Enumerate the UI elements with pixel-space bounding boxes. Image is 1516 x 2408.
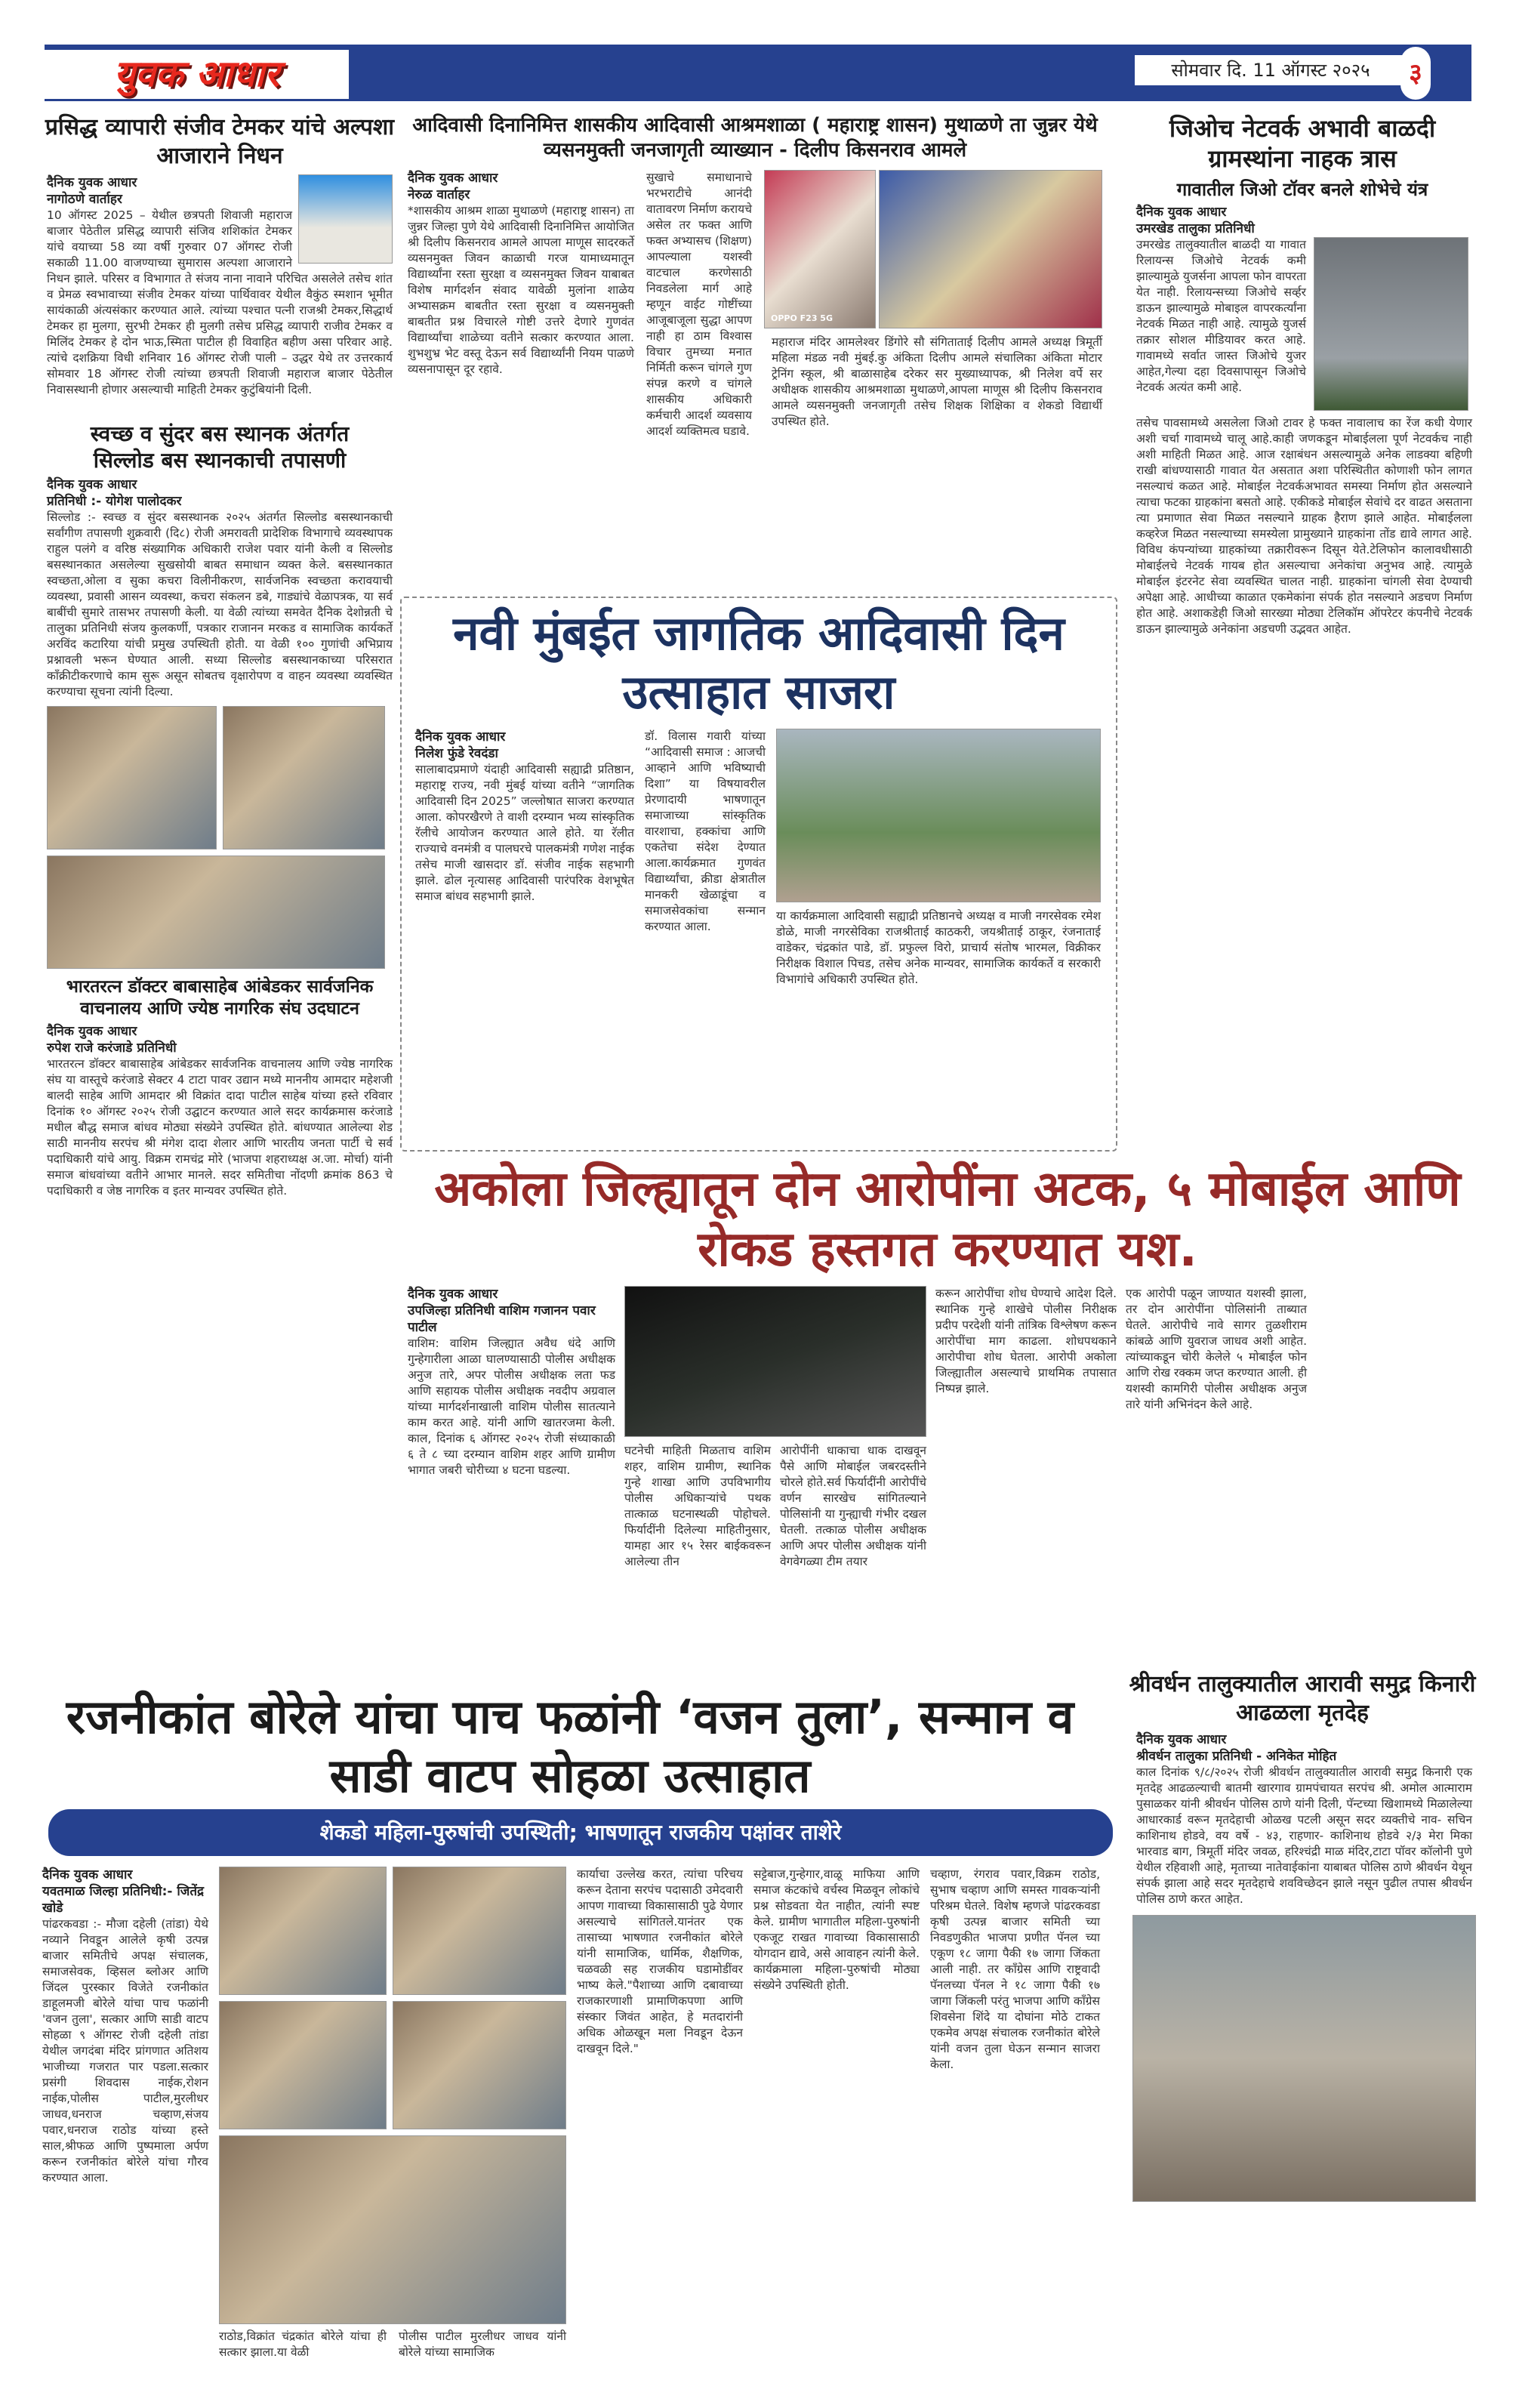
rajnikant-captions <box>219 2329 566 2360</box>
akola-col2: घटनेची माहिती मिळताच वाशिम शहर, वाशिम ग्रामीण, स्थानिक गुन्हे शाखा आणि उपविभागीय पोलीस अधिकाऱ्यांचे पथक तात्काळ घटनास्थळी पोहोचले. फिर्यादींनी दिलेल्या माहितीनुसार, यामहा आर १५ रेसर बाईकवरून आलेल्या तीन <box>624 1444 771 1568</box>
adivasi-school-byline: नेरुळ वार्ताहर <box>408 187 470 202</box>
shrivardhan-headline: श्रीवर्धन तालुक्यातील आरावी समुद्र किनारी आढळला मृतदेह <box>1129 1671 1476 1726</box>
rajnikant-col3: सट्टेबाज,गुन्हेगार,वाळू माफिया आणि समाज कंटकांचे वर्चस्व मिळवून लोकांचे प्रश्न सोडवता येत नाहीत, त्यांनी स्पष्ट केले. ग्रामीण भागातील महिला-पुरुषांनी एकजूट राखत गावाच्या विकासासाठी योगदान द्यावे, असे आवाहन त्यांनी केले. कार्यक्रमाला महिला-पुरुषांची मोठ्या संख्येने उपस्थिती होती. <box>753 1867 920 1992</box>
navi-mumbai-col1: सालाबादप्रमाणे यंदाही आदिवासी सह्याद्री प्रतिष्ठान, महाराष्ट्र राज्य, नवी मुंबई यांच्या वतीने “जागतिक आदिवासी दिन 2025” जल्लोषात साजरा करण्यात आला. कोपरखैरणे ते वाशी दरम्यान भव्य सांस्कृतिक रॅलीचे आयोजन करण्यात आले होते. या रॅलीत राज्याचे वनमंत्री व पालघरचे पालकमंत्री गणेश नाईक तसेच माजी खासदार डॉ. संजीव नाईक सहभागी झाले. ढोल नृत्यासह आदिवासी पारंपरिक वेशभूषेत समाज बांधव सहभागी झाले. <box>415 763 634 903</box>
akola-headline: अकोला जिल्ह्यातून दोन आरोपींना अटक, ५ मोबाईल आणि रोकड हस्तगत करण्यात यश. <box>434 1161 1461 1278</box>
issue-date: सोमवार दि. 11 ऑगस्ट २०२५ <box>1135 55 1407 85</box>
rajnikant-photo-3 <box>219 2001 387 2129</box>
navi-mumbai-col3: या कार्यक्रमाला आदिवासी सह्याद्री प्रतिष्ठानचे अध्यक्ष व माजी नगरसेवक रमेश डोळे, माजी नगरसेविका राजश्रीताई काठकरी, जयश्रीताई ठाकूर, रंजनाताई वाडेकर, चंद्रकांत पाडे, डॉ. प्रफुल्ल विरो, प्राचार्य संतोष भारमल, विक्रीकर निरीक्षक विशाल पिचड, तसेच अनेक मान्यवर, सामाजिक कार्यकर्ते व सरकारी विभागांचे अधिकारी उपस्थित होते. <box>776 909 1101 986</box>
jio-article <box>1125 113 1480 637</box>
ambedkar-paper: दैनिक युवक आधार <box>47 1023 137 1039</box>
rajnikant-paper: दैनिक युवक आधार <box>42 1867 133 1882</box>
tembhekar-headline: प्रसिद्ध व्यापारी संजीव टेमकर यांचे अल्पशा आजाराने निधन <box>45 114 395 169</box>
akola-columns <box>408 1286 1487 1570</box>
adivasi-school-col3: महाराज मंदिर आमलेश्वर डिंगोरे सौ संगिताताई दिलीप आमले अध्यक्ष त्रिमूर्ती महिला मंडळ नवी मुंबई.कु अंकिता दिलीप आमले संचालिका अंकिता मोटार ट्रेनिंग स्कूल, श्री बाळासाहेब दरेकर सर मुख्याध्यापक, श्री निलेश वर्पे सर अधीक्षक शासकीय आश्रमशाळा मुथाळणे,आपला माणूस श्री दिलीप किसनराव आमले व्यसनमुक्ती जनजागृती तसेच शिक्षक शिक्षिका व शेकडो विद्यार्थी उपस्थित होते. <box>772 335 1102 428</box>
akola-col4: करून आरोपींचा शोध घेण्याचे आदेश दिले. स्थानिक गुन्हे शाखेचे पोलीस निरीक्षक प्रदीप परदेशी यांनी तांत्रिक विश्लेषण करून आरोपींचा माग काढला. शोधपथकाने आरोपीचा शोध घेतला. आरोपी अकोला जिल्ह्यातील असल्याचे प्राथमिक तपासात निष्पन्न झाले. <box>935 1287 1117 1395</box>
sillod-headline: स्वच्छ व सुंदर बस स्थानक अंतर्गत सिल्लोड बस स्थानकाची तपासणी <box>90 421 350 473</box>
akola-col1: वाशिम: वाशिम जिल्ह्यात अवैध धंदे आणि गुन्हेगारीला आळा घालण्यासाठी पोलीस अधीक्षक अनुज तारे, अपर पोलीस अधीक्षक लता फड आणि सहायक पोलीस अधीक्षक नवदीप अग्रवाल यांच्या मार्गदर्शनाखाली वाशिम पोलीस सातत्याने काम करत आहे. यांनी आणि खातरजमा केली. काल, दिनांक ६ ऑगस्ट २०२५ रोजी संध्याकाळी ६ ते ८ च्या दरम्यान वाशिम शहर आणि ग्रामीण भागात जबरी चोरीच्या ४ घटना घडल्या. <box>408 1337 615 1477</box>
shrivardhan-article <box>1125 1670 1480 2202</box>
akola-col3: आरोपींनी धाकाचा धाक दाखवून पैसे आणि मोबाईल जबरदस्तीने चोरले होते.सर्व फिर्यादींनी आरोपींचे वर्णन सारखेच सांगितल्याने पोलिसांनी या गुन्ह्याची गंभीर दखल घेतली. तत्काळ पोलीस अधीक्षक आणि अपर पोलीस अधीक्षक यांनी वेगवेगळ्या टीम तयार <box>780 1444 926 1568</box>
adivasi-school-article <box>408 113 1102 439</box>
rajnikant-photo-4 <box>393 2001 566 2129</box>
rajnikant-columns <box>23 1867 1117 2360</box>
adivasi-school-paper: दैनिक युवक आधार <box>408 171 498 186</box>
shrivardhan-byline: श्रीवर्धन तालुका प्रतिनिधी - अनिकेत मोहित <box>1136 1749 1337 1764</box>
akola-byline: उपजिल्हा प्रतिनिधी वाशिम गजानन पवार पाटील <box>408 1303 596 1335</box>
rajnikant-photo-1 <box>219 1867 387 1995</box>
sillod-body: सिल्लोड :- स्वच्छ व सुंदर बसस्थानक २०२५ अंतर्गत सिल्लोड बसस्थानकाची सर्वांगीण तपासणी शुक्रवारी (दि८) रोजी अमरावती प्रादेशिक विभागाचे व्यवस्थापक राहुल पलंगे व वरिष्ठ संख्यागिक अधिकारी राजेश पवार यांनी केली व सिल्लोड बसस्थानकात असलेल्या सुखसोयी बाबत समाधान व्यक्त केले. बसस्थानकात स्वच्छता,ओला व सुका कचरा विलीनीकरण, सार्वजनिक स्वच्छता करावयाची व्यवस्था, प्रवासी आसन व्यवस्था, कचरा संकलन डबे, गाड्यांचे वेळापत्रक, या सर्व बाबींची सुमारे तासभर तपासणी केली. या वेळी त्यांच्या समवेत दैनिक देशोन्नती चे तालुका प्रतिनिधी संजय कुलकर्णी, पत्रकार राजानन मरकड व सामाजिक कार्यकर्ते अरविंद कटारिया यांची प्रमुख उपस्थिती होती. या वेळी १०० गुणांची अभिप्राय प्रश्नावली भरून घेण्यात आली. सध्या सिल्लोड बसस्थानकाच्या परिसरात काँक्रीटीकरणाचे काम सुरू असून सोबतच वृक्षारोपण व वाहन व्यवस्था व्यवस्थित करण्याचा सूचना त्यांनी दिल्या. <box>47 510 393 698</box>
adivasi-school-photo-2 <box>879 170 1102 328</box>
rajnikant-photo-col <box>219 1867 566 2360</box>
adivasi-school-photos <box>764 170 1102 328</box>
rajnikant-col1-wrap <box>42 1867 208 2186</box>
page-number: ३ <box>1400 47 1431 100</box>
jio-body1-wrap <box>1136 204 1306 396</box>
rajnikant-photo-2 <box>393 1867 566 1995</box>
adivasi-school-col1: *शासकीय आश्रम शाळा मुथाळणे (महाराष्ट्र शासन) ता जुन्नर जिल्हा पुणे येथे आदिवासी दिनानिमित्त आयोजित श्री दिलीप किसनराव आमले आपला माणूस सादरकर्ते व्यसनमुक्त जिवन काळाची गरज यामाध्यमातून विद्यार्थ्यांना रस्ता सुरक्षा व व्यसनमुक्त जिवन याबाबत विशेष मार्गदर्शन संवाद यावेळी मुलांना शाळेय अभ्यासक्रम बाबतीत रस्ता सुरक्षा व व्यसनमुक्ती बाबतीत प्रश्न विचारले गोष्टी उत्तरे देणारे गुणवंत विद्यार्थ्यांचा शाळेच्या वतीने सत्कार करण्यात आला. शुभशुभ्र भेट वस्तू देऊन सर्व विद्यार्थ्यांनी नियम पाळणे व्यसनापासून दूर रहावे. <box>408 204 634 376</box>
photo-watermark: OPPO F23 5G <box>771 313 833 323</box>
rajnikant-article <box>23 1688 1117 2360</box>
jio-subheadline: गावातील जिओ टॉवर बनले शोभेचे यंत्र <box>1176 179 1428 200</box>
akola-photo-col <box>624 1286 926 1570</box>
rajnikant-photo-5 <box>219 2135 566 2324</box>
rajnikant-caption-2: पोलीस पाटील मुरलीधर जाधव यांनी बोरेले यांच्या सामाजिक <box>399 2329 566 2359</box>
jio-top-row <box>1125 201 1480 411</box>
ambedkar-body: भारतरत्न डॉक्टर बाबासाहेब आंबेडकर सार्वजनिक वाचनालय आणि ज्येष्ठ नागरिक संघ या वास्तूचे करंजाडे सेक्टर 4 टाटा पावर उद्यान मध्ये माननीय आमदार महेशजी बालदी साहेब आणि आमदार श्री विक्रांत दादा पाटील साहेब यांच्या हस्ते रविवार दिनांक १० ऑगस्ट २०२५ रोजी उद्घाटन करण्यात आले सदर कार्यक्रमास करंजाडे मधील बौद्ध समाज बांधव मोठ्या संख्येने उपस्थित होते. बांधण्यात आलेल्या शेड साठी माननीय सरपंच श्री मंगेश दादा शेलार आणि भारतीय जनता पार्टी चे सर्व पदाधिकारी यांचे आयु. विक्रम रामचंद्र मोरे (भाजपा शहराध्यक्ष अ.जा. मोर्चा) यांनी समाज बांधवांच्या वतीने आभार मानले. सदर समितीचा नोंदणी क्रमांक 863 चे पदाधिकारी व जेष्ठ नागरिक व इतर मान्यवर उपस्थित होते. <box>47 1056 393 1198</box>
akola-arrest-photo <box>624 1286 926 1437</box>
navi-mumbai-col1-wrap <box>415 729 634 905</box>
shrivardhan-paper: दैनिक युवक आधार <box>1136 1732 1227 1747</box>
navi-mumbai-photo-col <box>776 729 1101 988</box>
akola-paper: दैनिक युवक आधार <box>408 1287 498 1302</box>
tembhekar-portrait <box>298 174 393 264</box>
ambedkar-headline: भारतरत्न डॉक्टर बाबासाहेब आंबेडकर सार्वजनिक वाचनालय आणि ज्येष्ठ नागरिक संघ उदघाटन <box>66 977 374 1019</box>
sillod-paper: दैनिक युवक आधार <box>47 477 137 492</box>
sillod-photo-1 <box>47 706 217 849</box>
jio-tower-photo <box>1314 237 1468 411</box>
tembhekar-paper: दैनिक युवक आधार <box>47 175 137 190</box>
rajnikant-photo-row-2 <box>219 2001 566 2129</box>
ambedkar-byline: रुपेश राजे करंजाडे प्रतिनिधी <box>47 1040 177 1056</box>
newspaper-logo: युवक आधार <box>45 50 349 99</box>
adivasi-school-photo-col <box>764 170 1102 430</box>
navi-mumbai-byline: निलेश फुंडे रेवदंडा <box>415 746 498 761</box>
akola-col1-wrap <box>408 1286 615 1478</box>
jio-headline: जिओच नेटवर्क अभावी बाळदी ग्रामस्थांना नाहक त्रास <box>1169 114 1436 173</box>
shrivardhan-text <box>1125 1727 1480 1907</box>
rajnikant-col1: पांढरकवडा :- मौजा दहेली (तांडा) येथे नव्याने निवडून आलेले कृषी उत्पन्न बाजार समितीचे अपक्ष संचालक, समाजसेवक, व्हिसल ब्लोअर आणि जिंदल पुरस्कार विजेते रजनीकांत डाहूलमजी बोरेले यांचा पाच फळांनी 'वजन तुला', सत्कार आणि साडी वाटप सोहळा ९ ऑगस्ट रोजी दहेली तांडा येथील जगदंबा मंदिर प्रांगणात अतिशय भाजीच्या गजरात पार पडला.सत्कार प्रसंगी शिवदास नाईक,रोशन नाईक,पोलीस पाटील,मुरलीधर जाधव,धनराज चव्हाण,संजय पवार,धनराज राठोड यांच्या हस्ते साल,श्रीफळ आणि पुष्पमाला अर्पण करून रजनीकांत बोरेले यांचा गौरव करण्यात आला. <box>42 1917 208 2184</box>
adivasi-school-photo-1 <box>764 170 876 328</box>
sillod-article <box>42 473 397 700</box>
shrivardhan-body: काल दिनांक ९/८/२०२५ रोजी श्रीवर्धन तालुक्यातील आरावी समुद्र किनारी एक मृतदेह आढळल्याची बातमी खारगाव ग्रामपंचायत सरपंच श्री. अमोल आत्माराम पुसाळकर यांनी श्रीवर्धन पोलिस ठाणे यांनी दिली, पॅन्टच्या खिशामध्ये मिळालेल्या आधारकार्ड वरून मृतदेहाची ओळख पटली असून सदर व्यक्तीचे नाव- सचिन काशिनाथ होडवे, वय वर्षे - ४३, राहणार- काशिनाथ होडवे २/३ मेरा मिका भारवाड बाग, त्रिमूर्ती मंदिर जवळ, हरिश्चंद्री माळ मंदिर,टाटा पॉवर कॉलोनी पुणे येथील रहिवाशी आहे, मृताच्या नातेवाईकांना याबाबत पोलिस ठाणे श्रीवर्धन येथून संपर्क झाला आहे सदर मृतदेहाचे शवविच्छेदन झाले नसून पुढील तपास श्रीवर्धन पोलिस ठाणे करत आहेत. <box>1136 1765 1472 1906</box>
rajnikant-caption-1: राठोड,विक्रांत चंद्रकांत बोरेले यांचा ही सत्कार झाला.या वेळी <box>219 2329 387 2359</box>
navi-mumbai-col2: डॉ. विलास गवारी यांच्या “आदिवासी समाज : आजची आव्हाने आणि भविष्याची दिशा” या विषयावरील प्रेरणादायी भाषणातून समाजाच्या सांस्कृतिक वारशाचा, हक्कांचा आणि एकतेचा संदेश देण्यात आला.कार्यक्रमात गुणवंत विद्यार्थ्यांचा, क्रीडा क्षेत्रातील मानकरी खेळाडूंचा व समाजसेवकांचा सन्मान करण्यात आला. <box>645 729 766 933</box>
jio-paper: दैनिक युवक आधार <box>1136 205 1227 220</box>
rajnikant-headline: रजनीकांत बोरेले यांचा पाच फळांनी ‘वजन तुला’, सन्मान व साडी वाटप सोहळा उत्साहात <box>66 1689 1074 1803</box>
adivasi-school-col2: सुखाचे समाधानाचे भरभराटीचे आनंदी वातावरण निर्माण करायचे असेल तर फक्त आणि फक्त अभ्यासच (शिक्षण) आपल्याला यशस्वी वाटचाल करणेसाठी निवडलेला मार्ग आहे म्हणून वाईट गोष्टींच्या आजूबाजूला सुद्धा आपण नाही हा ठाम विश्वास विचार तुमच्या मनात निर्मिती करून चांगले गुण संपन्न करणे व चांगले शासकीय अधिकारी कर्मचारी आदर्श व्यवसाय आदर्श व्यक्तिमत्व घडावे. <box>646 171 752 438</box>
akola-photo-cols <box>624 1443 926 1570</box>
jio-body-2: तसेच पावसामध्ये असलेला जिओ टावर हे फक्त नावालाच का रेंज कधी येणार अशी चर्चा गावामध्ये चालू आहे.काही जणकडून मोबाईलला पूर्ण नेटवर्कच नाही अशी माहिती मिळत आहे. आज रक्षाबंधन असल्यामुळे अनेक लाडक्या बहिणी राखी बांधण्यासाठी गावात येत असतात अशा परिस्थितीत कोणाशी फोन लागत नसल्याचं कळत आहे. मोबाईल नेटवर्कअभावत समस्या निर्माण होत असल्याने त्याचा फटका ग्राहकांना बसतो आहे. एकीकडे मोबाईल सेवांचे दर वाढत असताना त्या प्रमाणात सेवा मिळत नसल्याने ग्राहक हैराण झाले आहेत. मोबाईलला कव्हरेज मिळत नसल्याच्या समस्येला प्रामुख्याने ग्राहकांना तोंड द्यावे लागत आहे. विविध कंपन्यांच्या ग्राहकांच्या तक्रारीवरून दिसून येते.टेलिफोन कालावधीसाठी मोबाईलचे नेटवर्क गायब होत असल्याचा अनेकांचा अनुभव आहे. त्यामुळे मोबाईल इंटरनेट सेवा व्यवस्थित चालत नाही. ग्राहकांना चांगली सेवा देण्याची अपेक्षा आहे. आधीच्या काळात एकमेकांना संपर्क होत नसल्याने अडचण निर्माण होत आहे. अशाकडेही जिओ सारख्या मोठ्या टेलिकॉम ऑपरेटर कंपनीचे नेटवर्क डाऊन झाल्यामुळे अनेकांना अडचणी उद्भवत आहेत. <box>1136 416 1472 636</box>
adivasi-school-col1-wrap <box>408 170 634 378</box>
shrivardhan-beach-photo <box>1132 1915 1476 2202</box>
rajnikant-byline: यवतमाळ जिल्हा प्रतिनिधी:- जितेंद्र खोडे <box>42 1884 205 1916</box>
navi-mumbai-article <box>415 604 1102 988</box>
sillod-photos <box>42 700 397 849</box>
left-column <box>42 113 397 1199</box>
sillod-byline: प्रतिनिधी :- योगेश पालोदकर <box>47 494 182 509</box>
navi-mumbai-paper: दैनिक युवक आधार <box>415 729 506 745</box>
rajnikant-col2: कार्याचा उल्लेख करत, त्यांचा परिचय करून देताना सरपंच पदासाठी उमेदवारी आपण गावाच्या विकासासाठी पुढे येणार असल्याचे सांगितले.यानंतर एक तासाच्या भाषणात रजनीकांत बोरेले यांनी सामाजिक, धार्मिक, शैक्षणिक, चळवळी सह राजकीय घडामोडींवर भाष्य केले."पैशाच्या आणि दबावाच्या राजकारणाशी प्रामाणिकपणा आणि संस्कार जिवंत आहेत, हे मतदारांनी अधिक ओळखून मला निवडून देऊन दाखवून दिले." <box>577 1867 743 2055</box>
navi-mumbai-photo <box>776 729 1101 902</box>
navi-mumbai-columns <box>415 729 1102 988</box>
ambedkar-photo <box>47 856 385 969</box>
tembhekar-body: 10 ऑगस्ट 2025 – येथील छत्रपती शिवाजी महाराज बाजार पेठेतील प्रसिद्ध व्यापारी संजिव शशिकांत टेमकर यांचे वयाच्या 58 व्या वर्षी गुरुवार 07 ऑगस्ट रोजी सकाळी 11.00 वाजण्याच्या सुमारास अल्पशा आजाराने निधन झाले. परिसर व विभागात ते संजय नाना नावाने परिचित असलेले तसेच शांत व प्रेमळ स्वभावाच्या संजीव टेमकर यांच्या पार्थिवावर येथील वैकुंठ स्मशान भूमीत सायंकाळी अंत्यसंकार करण्यात आले. त्यांच्या पश्चात पत्नी राजश्री टेमकर,सिद्धार्थ टेमकर हा मुलगा, सुरभी टेमकर ही मुलगी तसेच प्रसिद्ध व्यापारी राजीव टेमकर व मिलिंद टेमकर हे दोन भाऊ,स्मिता पाटील ही विवाहित बहीण असा परिवार आहे. त्यांचे दशक्रिया विधी शनिवार 16 ऑगस्ट रोजी पाली – उद्धर येथे तर उत्तरकार्य सोमवार 18 ऑगस्ट रोजी त्यांच्या छत्रपती शिवाजी महाराज बाजार पेठेतील निवासस्थानी होणार असल्याची माहिती टेमकर कुटुंबियांनी दिली. <box>47 208 393 396</box>
akola-article <box>408 1159 1487 1570</box>
rajnikant-photo-row-1 <box>219 1867 566 1995</box>
ambedkar-article <box>42 1020 397 1199</box>
adivasi-school-columns <box>408 170 1102 439</box>
rajnikant-col4: चव्हाण, रंगराव पवार,विक्रम राठोड, सुभाष चव्हाण आणि समस्त गावकऱ्यांनी परिश्रम घेतले. विशेष म्हणजे पांढरकवडा कृषी उत्पन्न बाजार समिती च्या निवडणुकीत भाजपा प्रणीत पॅनल च्या एकूण १८ जागा पैकी १७ जागा जिंकता आली नाही. तर काँग्रेस आणि राष्ट्रवादी पॅनलच्या पॅनल ने १८ जागा पैकी १७ जागा जिंकली परंतु भाजपा आणि काँग्रेस शिवसेना शिंदे या दोघांना मोठे टाकत एकमेव अपक्ष संचालक रजनीकांत बोरेले यांनी वजन तुला घेऊन सन्मान साजरा केला. <box>930 1867 1100 2071</box>
adivasi-school-headline: आदिवासी दिनानिमित्त शासकीय आदिवासी आश्रमशाळा ( महाराष्ट्र शासन) मुथाळणे ता जुन्नर येथे व्यसनमुक्ती जनजागृती व्याख्यान - दिलीप किसनराव आमले <box>412 114 1098 162</box>
navi-mumbai-headline: नवी मुंबईत जागतिक आदिवासी दिन उत्साहात साजरा <box>453 606 1065 720</box>
rajnikant-banner: शेकडो महिला-पुरुषांची उपस्थिती; भाषणातून राजकीय पक्षांवर ताशेरे <box>48 1809 1113 1856</box>
jio-byline: उमरखेड तालुका प्रतिनिधी <box>1136 221 1255 236</box>
jio-body-1: उमरखेड तालुक्यातील बाळदी या गावात रिलायन्स जिओचे नेटवर्क कमी झाल्यामुळे युजर्सना आपला फोन वापरता येत नाही. रिलायन्सच्या जिओचे सर्व्हर डाऊन झाल्यामुळे मोबाइल वापरकर्त्यांना नेटवर्क मिळत नाही आहे. त्यामुळे युजर्स तक्रार सोशल मीडियावर करत आहे. गावामध्ये सर्वात जास्त जिओचे युजर आहेत,गेल्या दहा दिवसापासून जिओचे नेटवर्क अत्यंत कमी आहे. <box>1136 238 1306 394</box>
akola-col5: एक आरोपी पळून जाण्यात यशस्वी झाला, तर दोन आरोपींना पोलिसांनी ताब्यात घेतले. आरोपीचे नावे सागर तुळशीराम कांबळे आणि युवराज जाधव अशी आहेत. त्यांच्याकडून चोरी केलेले ५ मोबाईल फोन आणि रोख रक्कम जप्त करण्यात आली. ही यशस्वी कामगिरी पोलीस अधीक्षक अनुज तारे यांनी अभिनंदन केले आहे. <box>1126 1287 1307 1411</box>
sillod-photo-2 <box>223 706 385 849</box>
tembhekar-article <box>42 170 397 398</box>
tembhekar-byline: नागोठणे वार्ताहर <box>47 192 122 207</box>
